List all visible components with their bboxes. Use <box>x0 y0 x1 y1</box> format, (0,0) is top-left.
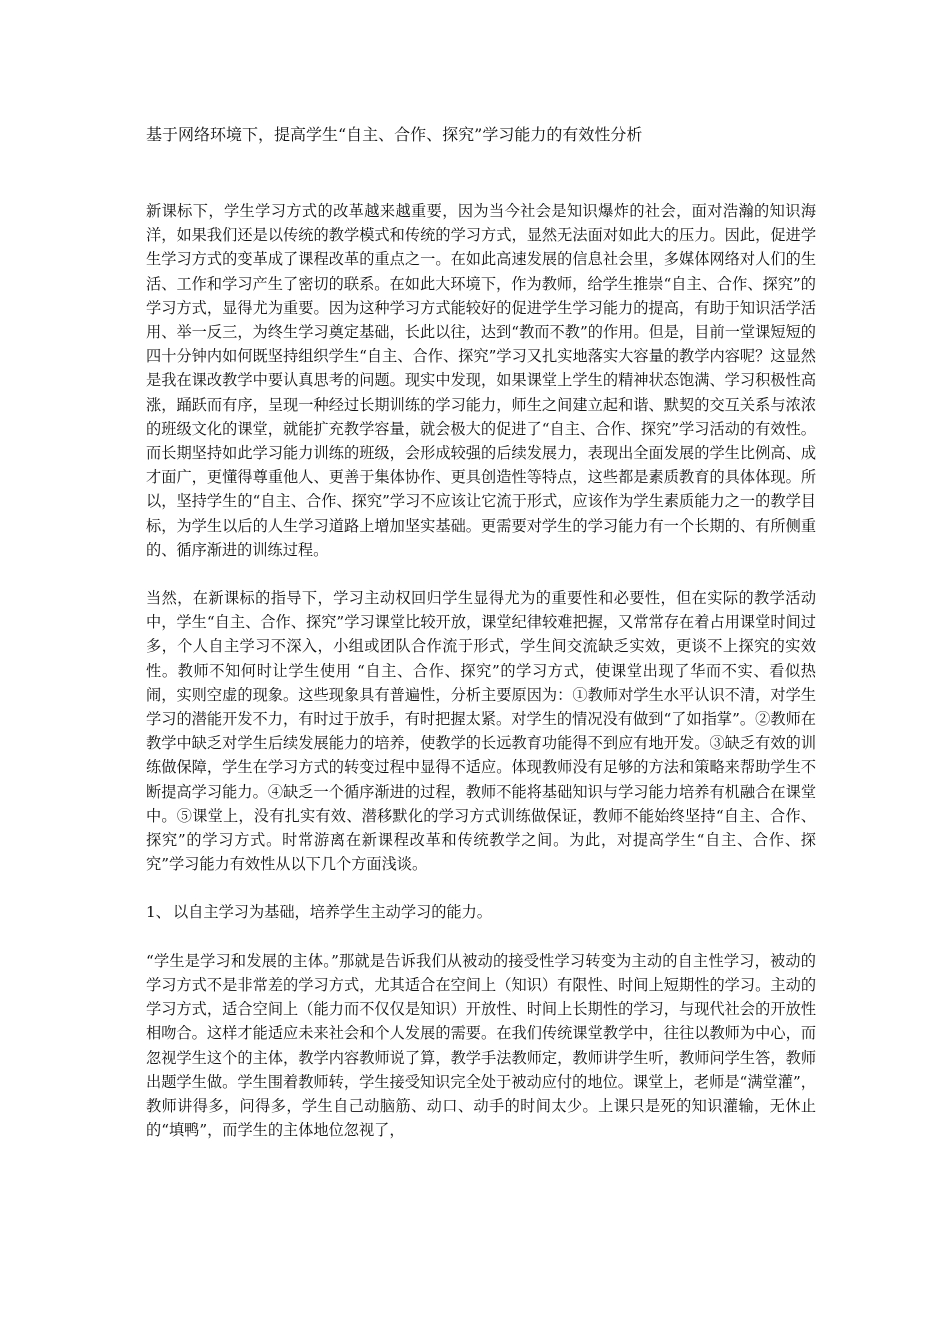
document-body <box>146 199 816 1166</box>
section-number: 1、 <box>146 903 171 922</box>
document-title: 基于网络环境下，提高学生“自主、合作、探究”学习能力的有效性分析 <box>146 125 643 144</box>
section-heading-text: 以自主学习为基础，培养学生主动学习的能力。 <box>173 903 492 922</box>
paragraph-intro: 新课标下，学生学习方式的改革越来越重要，因为当今社会是知识爆炸的社会，面对浩瀚的知识海洋，如果我们还是以传统的教学模式和传统的学习方式，显然无法面对如此大的压力。因此，促进学生学习方式的变革成了课程改革的重点之一。在如此高速发展的信息社会里，多媒体网络对人们的生活、工作和学习产生了密切的联系。在如此大环境下，作为教师，给学生推崇“自主、合作、探究”的学习方式，显得尤为重要。因为这种学习方式能较好的促进学生学习能力的提高，有助于知识活学活用、举一反三，为终生学习奠定基础，长此以往，达到“教而不教”的作用。但是，目前一堂课短短的四十分钟内如何既坚持组织学生“自主、合作、探究”学习又扎实地落实大容量的教学内容呢？这显然是我在课改教学中要认真思考的问题。现实中发现，如果课堂上学生的精神状态饱满、学习积极性高涨，踊跃而有序，呈现一种经过长期训练的学习能力，师生之间建立起和谐、默契的交互关系与浓浓的班级文化的课堂，就能扩充教学容量，就会极大的促进了“自主、合作、探究”学习活动的有效性。而长期坚持如此学习能力训练的班级，会形成较强的后续发展力，表现出全面发展的学生比例高、成才面广，更懂得尊重他人、更善于集体协作、更具创造性等特点，这些都是素质教育的具体体现。所以，坚持学生的“自主、合作、探究”学习不应该让它流于形式，应该作为学生素质能力之一的教学目标，为学生以后的人生学习道路上增加坚实基础。更需要对学生的学习能力有一个长期的、有所侧重的、循序渐进的训练过程。 <box>146 202 816 559</box>
section-heading <box>146 900 816 924</box>
paragraph-problems: 当然，在新课标的指导下，学习主动权回归学生显得尤为的重要性和必要性，但在实际的教学活动中，学生“自主、合作、探究”学习课堂比较开放，课堂纪律较难把握，又常常存在着占用课堂时间过多，个人自主学习不深入，小组或团队合作流于形式，学生间交流缺乏实效，更谈不上探究的实效性。教师不知何时让学生使用 “自主、合作、探究”的学习方式，使课堂出现了华而不实、看似热闹，实则空虚的现象。这些现象具有普遍性，分析主要原因为：①教师对学生水平认识不清，对学生学习的潜能开发不力，有时过于放手，有时把握太紧。对学生的情况没有做到“了如指掌”。②教师在教学中缺乏对学生后续发展能力的培养，使教学的长远教育功能得不到应有地开发。③缺乏有效的训练做保障，学生在学习方式的转变过程中显得不适应。体现教师没有足够的方法和策略来帮助学生不断提高学习能力。④缺乏一个循序渐进的过程，教师不能将基础知识与学习能力培养有机融合在课堂中。⑤课堂上，没有扎实有效、潜移默化的学习方式训练做保证，教师不能始终坚持“自主、合作、探究”的学习方式。时常游离在新课程改革和传统教学之间。为此，对提高学生“自主、合作、探究”学习能力有效性从以下几个方面浅谈。 <box>146 589 816 874</box>
paragraph-section1: “学生是学习和发展的主体。”那就是告诉我们从被动的接受性学习转变为主动的自主性学习，被动的学习方式不是非常差的学习方式，尤其适合在空间上（知识）有限性、时间上短期性的学习。主动的学习方式，适合空间上（能力而不仅仅是知识）开放性、时间上长期性的学习，与现代社会的开放性相吻合。这样才能适应未来社会和个人发展的需要。在我们传统课堂教学中，往往以教师为中心，而忽视学生这个的主体，教学内容教师说了算，教学手法教师定，教师讲学生听，教师问学生答，教师出题学生做。学生围着教师转，学生接受知识完全处于被动应付的地位。课堂上，老师是“满堂灌”，教师讲得多，问得多，学生自己动脑筋、动口、动手的时间太少。上课只是死的知识灌输，无休止的“填鸭”，而学生的主体地位忽视了， <box>146 951 816 1140</box>
